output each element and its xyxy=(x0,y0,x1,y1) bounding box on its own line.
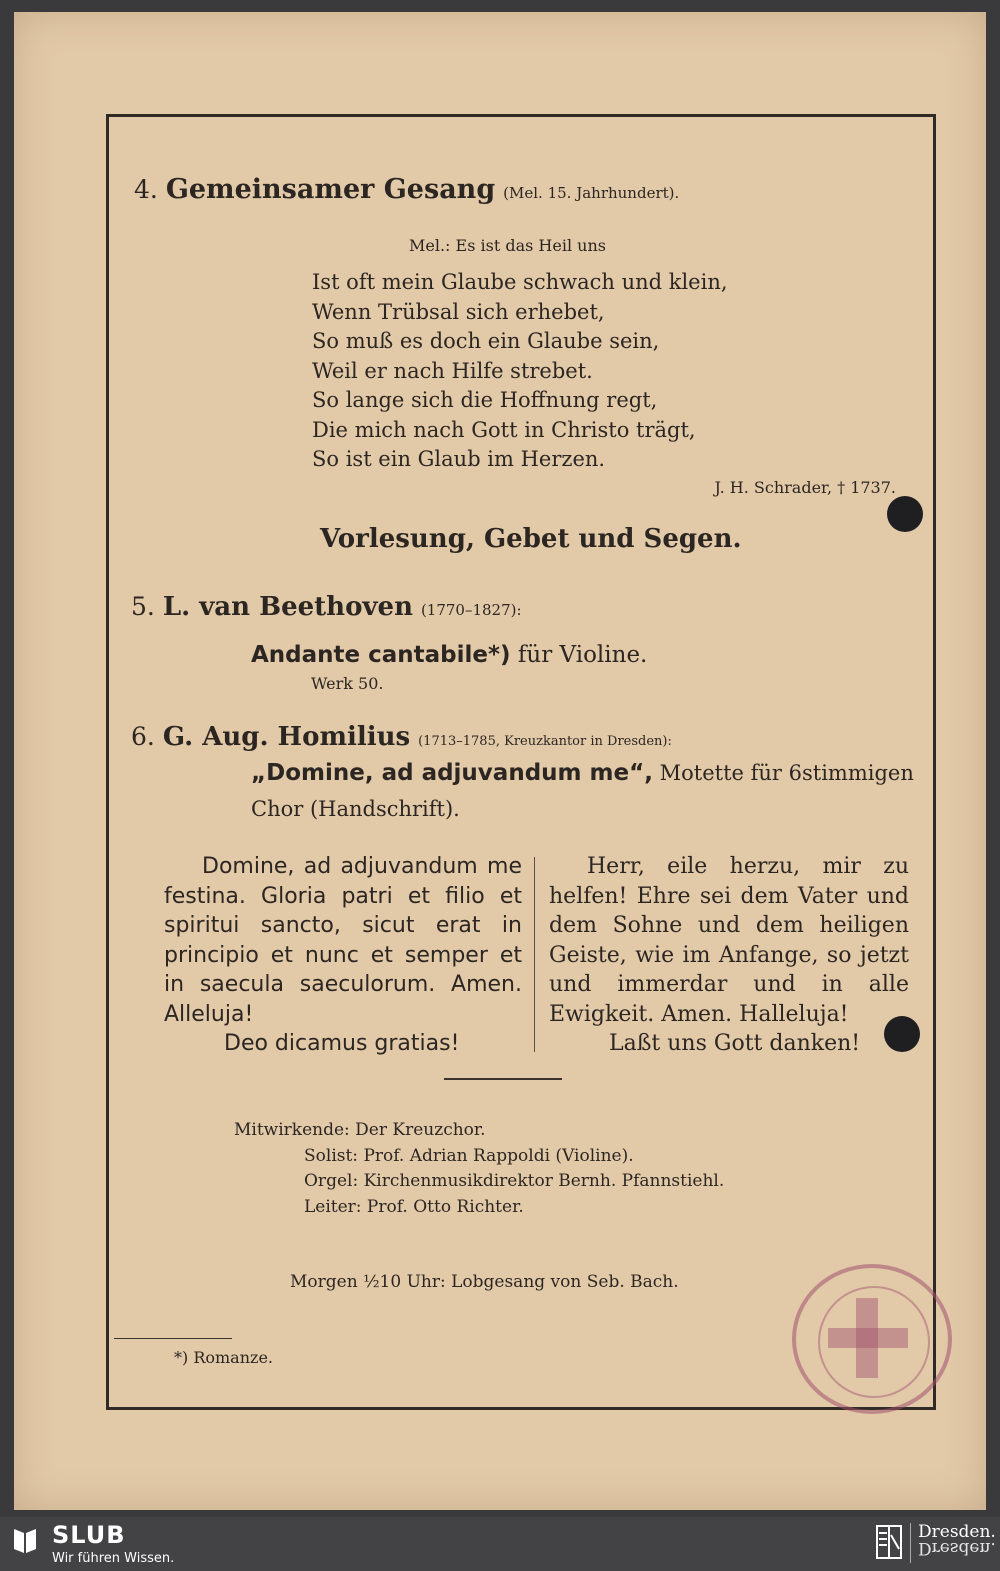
footer-bar xyxy=(0,1517,1000,1571)
item4-note: (Mel. 15. Jahrhundert). xyxy=(503,184,680,202)
section-divider xyxy=(444,1078,562,1080)
lyric-line: So ist ein Glaub im Herzen. xyxy=(312,447,606,471)
item5-instrument: für Violine. xyxy=(517,642,648,668)
lyric-line: Wenn Trübsal sich erhebet, xyxy=(312,299,605,324)
item5-heading xyxy=(131,592,522,622)
credit-line: Mitwirkende: Der Kreuzchor. xyxy=(234,1120,486,1140)
column-divider xyxy=(534,857,535,1052)
lyric-line: Ist oft mein Glaube schwach und klein, xyxy=(312,270,728,294)
item6-number: 6. xyxy=(131,722,155,751)
item4-melody: Mel.: Es ist das Heil uns xyxy=(409,236,606,255)
footnote: *) Romanze. xyxy=(174,1348,274,1367)
item5-work: Andante cantabile*) xyxy=(251,642,511,668)
interlude-heading: Vorlesung, Gebet und Segen. xyxy=(320,524,742,554)
german-closing: Laßt uns Gott danken! xyxy=(609,1031,861,1056)
slub-book-icon[interactable] xyxy=(12,1525,38,1555)
item6-composer: G. Aug. Homilius xyxy=(162,722,411,752)
item6-dates: (1713–1785, Kreuzkantor in Dresden): xyxy=(418,734,672,749)
german-paragraph: Herr, eile herzu, mir zu helfen! Ehre sei dem Vater und dem Sohne und dem heiligen Geiste, wie im Anfange, so jetzt und immerdar und in alle Ewigkeit. Amen. Halleluja! xyxy=(549,854,909,1027)
item5-opus: Werk 50. xyxy=(311,674,384,693)
item4-heading xyxy=(134,174,679,205)
item6-heading xyxy=(131,722,672,752)
item4-author: J. H. Schrader, † 1737. xyxy=(714,478,896,497)
lyric-line: Weil er nach Hilfe strebet. xyxy=(312,358,593,383)
item5-composer: L. van Beethoven xyxy=(162,592,413,622)
item6-work-line xyxy=(251,760,914,786)
credit-line: Solist: Prof. Adrian Rappoldi (Violine). xyxy=(304,1145,634,1166)
lyric-line: So muß es doch ein Glaube sein, xyxy=(312,329,660,353)
punch-hole xyxy=(884,1016,920,1052)
lyric-line: So lange sich die Hoffnung regt, xyxy=(312,388,658,412)
lyric-line: Die mich nach Gott in Christo trägt, xyxy=(312,417,696,442)
item6-desc: Motette für 6stimmigen xyxy=(659,761,914,785)
footnote-rule xyxy=(114,1338,232,1339)
item5-dates: (1770–1827): xyxy=(420,601,522,619)
punch-hole xyxy=(887,496,923,532)
item4-lyrics xyxy=(312,268,728,475)
latin-paragraph: Domine, ad adjuvandum me festina. Gloria patri et filio et spiritui sancto, sicut erat in principio et nunc et semper et in saecula saeculorum. Amen. Alleluja! xyxy=(164,854,522,1027)
item4-title: Gemeinsamer Gesang xyxy=(165,174,496,205)
latin-text xyxy=(164,852,522,1059)
latin-closing: Deo dicamus gratias! xyxy=(224,1031,460,1056)
program-sheet xyxy=(14,12,986,1510)
credit-line: Leiter: Prof. Otto Richter. xyxy=(304,1196,524,1217)
dresden-wordmark[interactable]: Dresden. Dresden. xyxy=(918,1522,996,1558)
item4-number: 4. xyxy=(134,175,158,204)
tomorrow-notice: Morgen ½10 Uhr: Lobgesang von Seb. Bach. xyxy=(290,1272,679,1292)
dresden-crest-icon[interactable] xyxy=(876,1525,902,1559)
credit-line: Orgel: Kirchenmusikdirektor Bernh. Pfannstiehl. xyxy=(304,1171,725,1191)
slub-tagline: Wir führen Wissen. xyxy=(52,1551,175,1566)
german-text xyxy=(549,852,909,1059)
footer-separator xyxy=(910,1523,911,1563)
slub-brand[interactable]: SLUB xyxy=(52,1521,126,1549)
item6-desc-continued: Chor (Handschrift). xyxy=(251,797,460,821)
library-stamp xyxy=(792,1264,952,1414)
item5-number: 5. xyxy=(131,592,155,621)
item5-work-line xyxy=(251,642,647,668)
item6-work: „Domine, ad adjuvandum me“, xyxy=(251,760,653,786)
credits xyxy=(234,1118,724,1220)
